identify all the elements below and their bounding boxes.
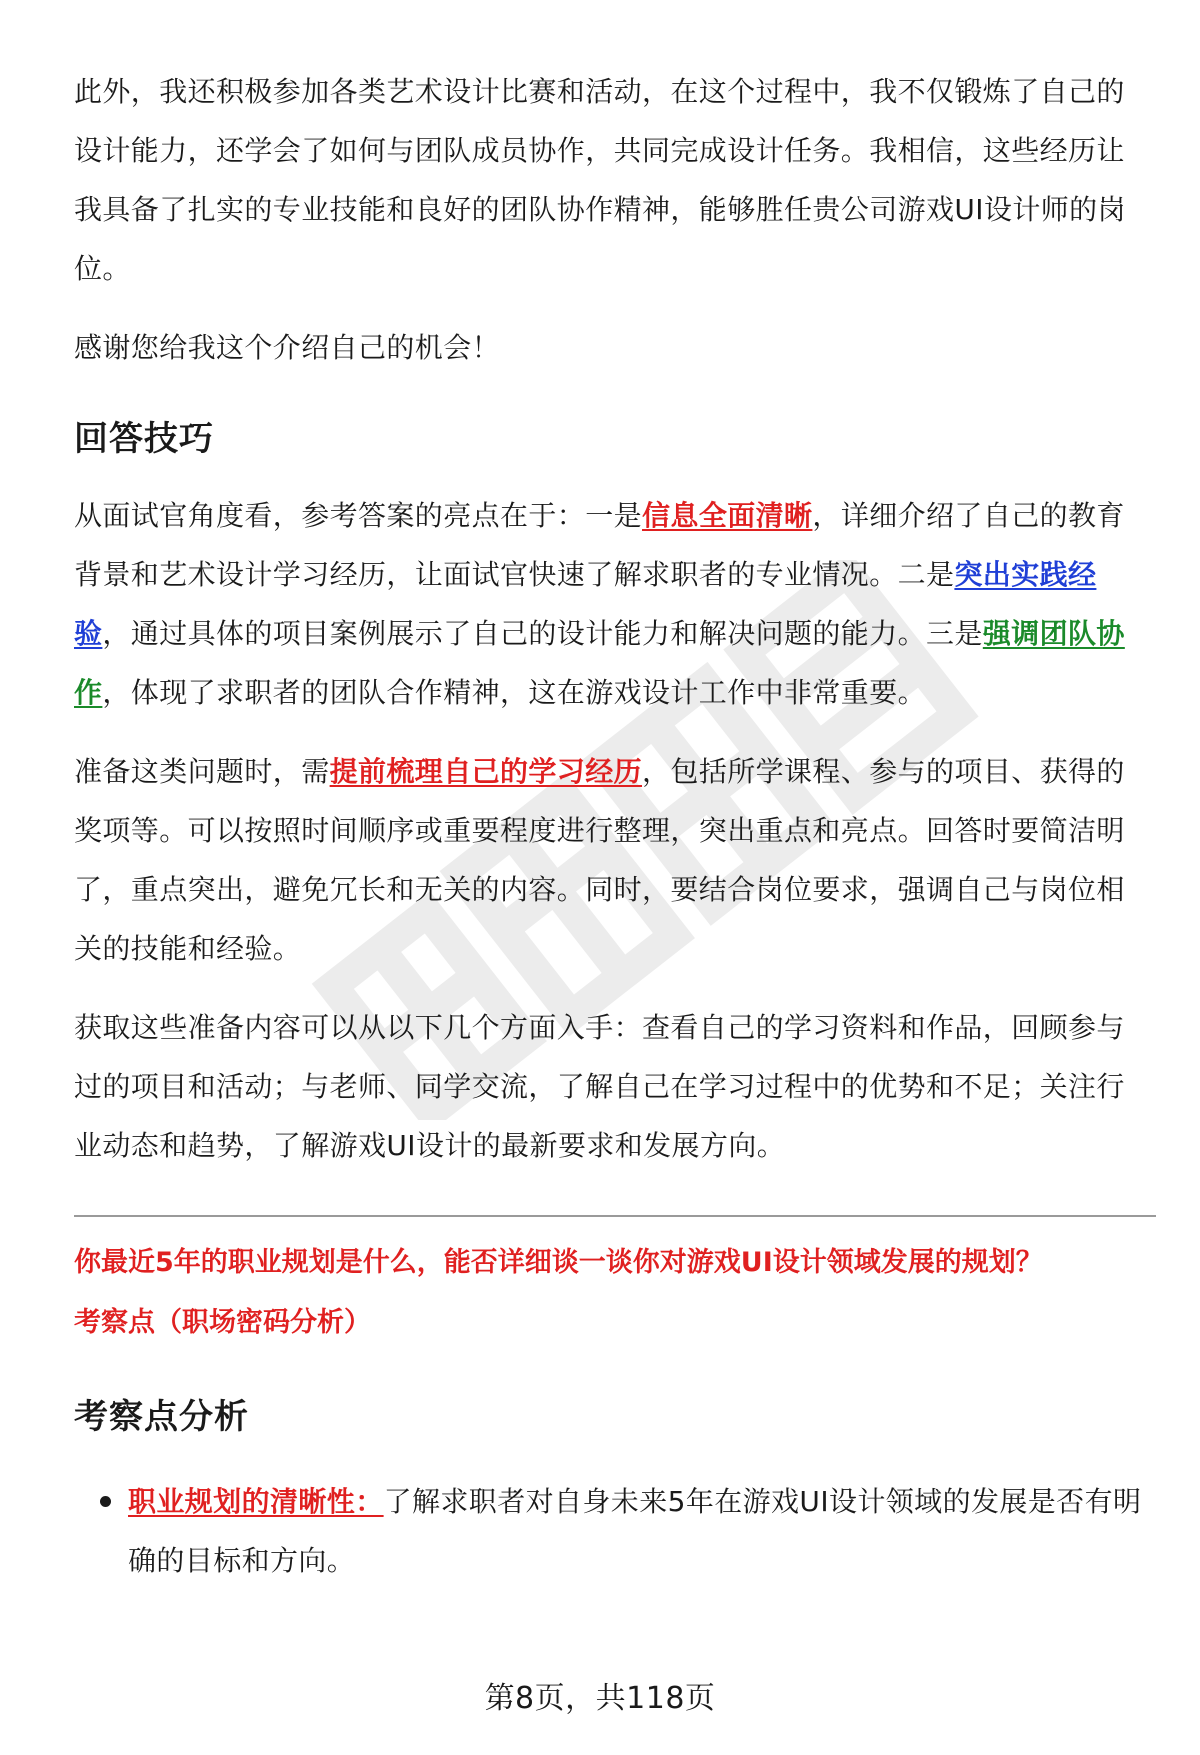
tips-text: 从面试官角度看，参考答案的亮点在于：一是 <box>74 499 643 532</box>
intro-paragraph: 此外，我还积极参加各类艺术设计比赛和活动，在这个过程中，我不仅锻炼了自己的设计能力，还学会了如何与团队成员协作，共同完成设计任务。我相信，这些经历让我具备了扎实的专业技能和良好的团队协作精神，能够胜任贵公司游戏UI设计师的岗位。 <box>74 75 1126 285</box>
tips-paragraph-1 <box>74 486 1146 722</box>
tips-text: 准备这类问题时，需 <box>74 755 330 788</box>
list-item <box>74 1472 1146 1590</box>
section-divider <box>74 1215 1156 1217</box>
bullet-icon <box>100 1496 111 1507</box>
question-subtitle: 考察点（职场密码分析） <box>74 1307 371 1338</box>
tips-paragraph-3: 获取这些准备内容可以从以下几个方面入手：查看自己的学习资料和作品，回顾参与过的项目和活动；与老师、同学交流，了解自己在学习过程中的优势和不足；关注行业动态和趋势，了解游戏UI设计的最新要求和发展方向。 <box>74 1011 1125 1162</box>
page-content <box>74 62 1146 1590</box>
answer-tips-heading: 回答技巧 <box>74 419 214 459</box>
bullet-label: 职业规划的清晰性： <box>128 1485 384 1518</box>
thanks-paragraph: 感谢您给我这个介绍自己的机会！ <box>74 331 501 364</box>
highlight-info-clear: 信息全面清晰 <box>642 499 813 532</box>
highlight-practice-experience: 突出实践经验 <box>74 558 1097 650</box>
bullet-text <box>128 1472 1146 1590</box>
tips-text: ，包括所学课程、参与的项目、获得的奖项等。可以按照时间顺序或重要程度进行整理，突出重点和亮点。回答时要简洁明了，重点突出，避免冗长和无关的内容。同时，要结合岗位要求，强调自己与岗位相关的技能和经验。 <box>74 755 1125 965</box>
analysis-heading: 考察点分析 <box>74 1397 249 1437</box>
question-title: 你最近5年的职业规划是什么，能否详细谈一谈你对游戏UI设计领域发展的规划？ <box>74 1247 1043 1278</box>
tips-paragraph-2 <box>74 742 1146 978</box>
highlight-organize-experience: 提前梳理自己的学习经历 <box>329 755 643 788</box>
tips-text: ，详细介绍了自己的教育背景和艺术设计学习经历，让面试官快速了解求职者的专业情况。二是 <box>74 499 1125 591</box>
highlight-teamwork: 强调团队协作 <box>74 617 1125 709</box>
tips-text: ，通过具体的项目案例展示了自己的设计能力和解决问题的能力。三是 <box>102 617 983 650</box>
page-footer: 第8页，共118页 <box>484 1681 716 1716</box>
tips-text: ，体现了求职者的团队合作精神，这在游戏设计工作中非常重要。 <box>102 676 927 709</box>
bullet-description: 了解求职者对自身未来5年在游戏UI设计领域的发展是否有明确的目标和方向。 <box>128 1485 1142 1577</box>
